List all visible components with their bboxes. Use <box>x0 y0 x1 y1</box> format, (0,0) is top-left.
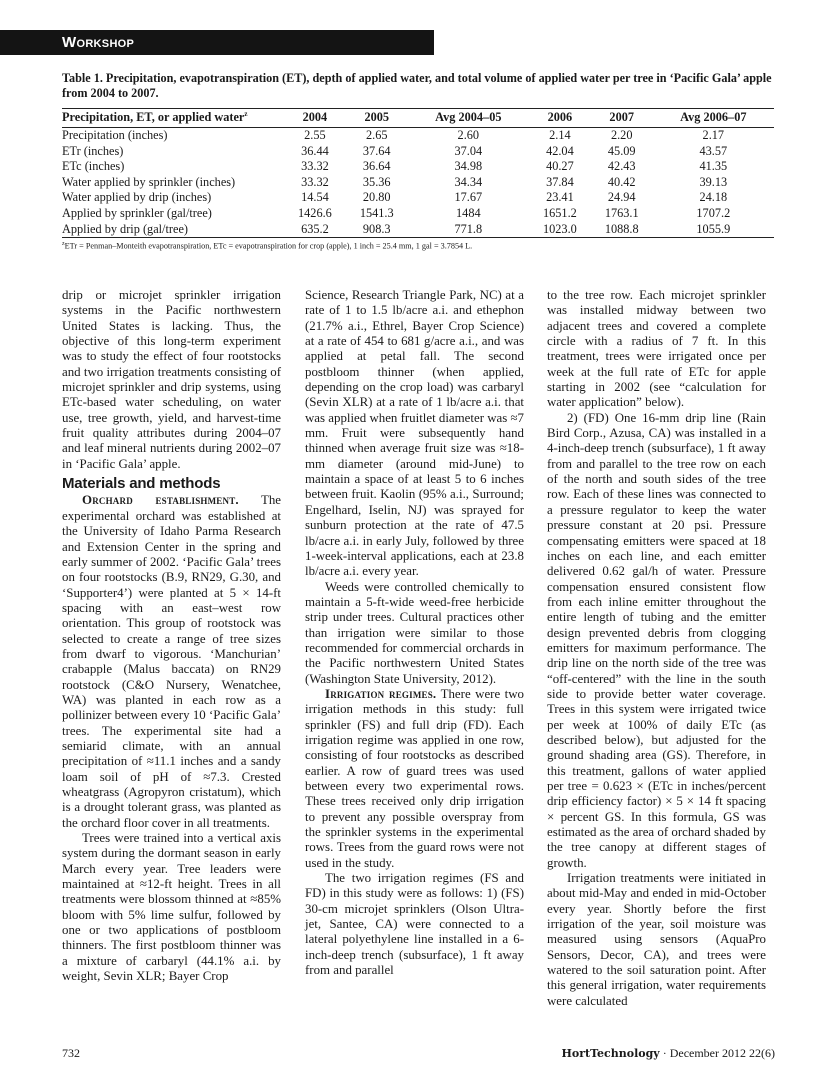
paragraph: Orchard establishment. The experimental orchard was established at the University of Idaho Parma Research and Extension Center in the spring and early summer of 2002. ‘Pacific Gala’ trees on four rootstocks (B.9, RN29, G.30, and ‘Supporter4’) were planted at 5 × 14-ft spacing with an east–west row orientation. This group of rootstock was selected to create a range of tree sizes from dwarf to vigorous. ‘Manchurian’ crabapple (Malus baccata) on RN29 rootstock (C&O Nursery, Wenatchee, WA) was planted in each row as a pollinizer between every 10 ‘Pacific Gala’ trees. The experimental site had a semiarid climate, with an annual precipitation of ≈11.1 inches and a sandy loam soil of pH of ≈7.3. Crested wheatgrass (Agropyron cristatum), which is a drought tolerant grass, was planted as the orchard floor cover in all treatments. <box>62 493 281 830</box>
row-label: Water applied by sprinkler (inches) <box>62 174 236 189</box>
paragraph: Irrigation regimes. There were two irrigation methods in this study: full sprinkler (FS) and full drip (FD). Each irrigation regime was applied in one row, consisting of four rootstocks as described earlier. A row of guard trees was used between every two experimental rows. These trees received only drip irrigation to prevent any possible overspray from the sprinkler systems in the experimental rows. Trees from the guard rows were not used in the study. <box>305 686 525 870</box>
section-heading: Materials and methods <box>62 475 221 493</box>
text-column-1 <box>62 288 281 984</box>
column-header: Avg 2004–05 <box>408 109 529 128</box>
journal-footer <box>562 1046 775 1061</box>
table-caption: Table 1. Precipitation, evapotranspiration (ET), depth of applied water, and total volume of applied water per tree in ‘Pacific Gala’ apple from 2004 to 2007. <box>62 71 772 100</box>
table-row <box>62 144 774 160</box>
section-banner <box>0 30 434 55</box>
table-cell: 1023.0 <box>529 222 591 238</box>
paragraph: to the tree row. Each microjet sprinkler was installed midway between two adjacent trees and covered a complete circle with a radius of 7 ft. In this treatment, trees were irrigated once per week at the full rate of ETc for apple starting in 2002 (see “calculation for water application” below). <box>547 288 766 410</box>
table-cell: 36.64 <box>362 159 391 174</box>
column-header: 2004 <box>284 109 346 128</box>
page-number: 732 <box>62 1046 80 1060</box>
paragraph: Irrigation treatments were initiated in about mid-May and ended in mid-October every year. Shortly before the first irrigation of the year, soil moisture was measured using sensors (AquaPro Sensors, Decor, CA), and trees were watered to the soil saturation point. After this general irrigation, water requirements were calculated <box>547 871 766 1008</box>
table-cell: 36.44 <box>301 143 329 158</box>
table-cell: 1055.9 <box>653 222 774 238</box>
run-in-heading: Orchard establishment. <box>81 493 239 508</box>
row-label: Applied by drip (gal/tree) <box>62 222 284 238</box>
table-cell: 37.04 <box>454 143 483 158</box>
table-cell: 41.35 <box>699 159 728 174</box>
table-cell: 24.18 <box>699 190 728 205</box>
table-cell: 33.32 <box>301 174 329 189</box>
table-cell: 40.27 <box>546 159 574 174</box>
table-cell: 17.67 <box>454 190 483 205</box>
table-cell: 635.2 <box>284 222 346 238</box>
text-column-3 <box>547 288 766 1009</box>
table-cell: 1707.2 <box>696 206 731 221</box>
table-cell: 1651.2 <box>542 206 577 221</box>
text-column-2 <box>305 288 524 978</box>
row-label: Water applied by drip (inches) <box>62 190 212 205</box>
table-cell: 2.14 <box>549 128 571 143</box>
paragraph: The two irrigation regimes (FS and FD) in this study were as follows: 1) (FS) 30-cm microjet sprinklers (Olson Ultra-jet, Santee, CA) were connected to a lateral polyethylene line installed in a 6-inch-deep trench (subsurface), 1 ft away from and parallel <box>305 871 524 978</box>
table-cell: 908.3 <box>346 222 408 238</box>
column-header: 2007 <box>591 109 653 128</box>
table-cell: 35.36 <box>362 174 391 189</box>
column-header: 2005 <box>346 109 408 128</box>
column-header: 2006 <box>529 109 591 128</box>
table-row <box>62 175 774 191</box>
paragraph: drip or microjet sprinkler irrigation systems in the Pacific northwestern United States is lacking. Thus, the objective of this long-term experiment was to study the effect of four rootstocks and two irrigation treatments consisting of microjet sprinkler and drip systems, using ETc-based water scheduling, on water use, tree growth, yield, and harvest-time fruit quality attributes during 2004–07 and leaf mineral nutrients during 2002–07 in ‘Pacific Gala’ apple. <box>62 288 281 471</box>
table-cell: 34.34 <box>454 174 483 189</box>
journal-issue: · December 2012 22(6) <box>659 1046 775 1060</box>
table-header-row <box>62 109 774 128</box>
table-row <box>62 222 774 238</box>
row-label: ETc (inches) <box>62 159 125 174</box>
table-cell: 42.43 <box>607 159 636 174</box>
table-cell: 33.32 <box>301 159 329 174</box>
table-cell: 1484 <box>456 206 481 221</box>
table-cell: 40.42 <box>607 174 636 189</box>
table-footnote: $^z$ETr = Penman–Monteith evapotranspiration, ETc = evapotranspiration for crop (apple), 1 inch = 25.4 mm, 1 gal = 3.7854 L. <box>62 241 473 251</box>
section-label: Workshop <box>62 34 135 51</box>
table-cell: 24.94 <box>607 190 636 205</box>
table-cell: 43.57 <box>699 143 728 158</box>
row-label: ETr (inches) <box>62 143 124 158</box>
row-label: Precipitation (inches) <box>62 128 168 143</box>
table-cell: 2.20 <box>610 128 633 143</box>
table-row <box>62 190 774 206</box>
column-header: Precipitation, ET, or applied water$^z$ <box>62 109 284 128</box>
paragraph: Science, Research Triangle Park, NC) at a rate of 1 to 1.5 lb/acre a.i. and ethephon (21.7% a.i., Ethrel, Bayer Crop Science) at a rate of 454 to 681 g/acre a.i., and was applied at petal fall. The second postbloom thinner (when applied, depending on the crop load) was carbaryl (Sevin XLR) at a rate of 1 lb/acre a.i. that was applied when fruitlet diameter was ≈7 mm. Fruit were subsequently hand thinned when average fruit size was ≈18-mm diameter (around mid-June) to maintain a space of at least 5 to 6 inches between fruit. Kaolin (95% a.i., Surround; Engelhard, Iselin, NJ) was sprayed for sunburn protection at the rate of 47.5 lb/acre a.i. in early July, followed by three 1-week-interval applications, each at 23.8 lb/acre a.i. every year. <box>305 288 524 579</box>
table-cell: 45.09 <box>607 143 636 158</box>
table-cell: 2.17 <box>702 128 725 143</box>
journal-name: HortTechnology <box>561 1047 660 1060</box>
paragraph: Trees were trained into a vertical axis system during the dormant season in early March every year. Tree leaders were maintained at ≈12-ft height. Trees in all treatments were blossom thinned at ≈85% bloom with 5% lime sulfur, followed by one or two applications of postbloom thinners. The first postbloom thinner was a mixture of carbaryl (44.1% a.i. by weight, Sevin XLR; Bayer Crop <box>62 831 281 984</box>
table-cell: 37.64 <box>362 143 391 158</box>
table-cell: 34.98 <box>454 159 483 174</box>
table-cell: 1763.1 <box>604 206 639 221</box>
table-cell: 1426.6 <box>298 206 332 221</box>
paragraph: 2) (FD) One 16-mm drip line (Rain Bird Corp., Azusa, CA) was installed in a 4-inch-deep trench (subsurface), 1 ft away from and parallel to the tree row on each of the north and south sides of the tree row. Each of these lines was connected to a pressure regulator to keep the water pressure constant at 20 psi. Pressure compensating emitters were spaced at 18 inches on each line, and each emitter delivered 0.62 gal/h of water. Pressure compensation ensured consistent flow from each inline emitter throughout the entire length of tubing and the emitter design prevented debris from clogging emitters for maximum performance. The drip line on the north side of the tree was “off-centered” with the line in the south side to provide better water coverage. Trees in this system were irrigated twice per week at 100% of daily ETc (as described below), but adjusted for the ground shading area (GS). Therefore, in this treatment, gallons of water applied per tree = 0.623 × (ETc in inches/percent drip efficiency factor) × 5 × 14 ft spacing × percent GS. In this formula, GS was estimated as the area of orchard shaded by the tree canopy at different stages of growth. <box>547 410 766 870</box>
table-cell: 2.55 <box>304 128 326 143</box>
column-header: Avg 2006–07 <box>653 109 774 128</box>
paragraph: Weeds were controlled chemically to maintain a 5-ft-wide weed-free herbicide strip under trees. Cultural practices other than irrigation were similar to those recommended for commercial orchards in the Pacific northwestern United States (Washington State University, 2012). <box>305 579 524 686</box>
table-row <box>62 159 774 175</box>
table-cell: 771.8 <box>408 222 529 238</box>
table-cell: 14.54 <box>301 190 329 205</box>
table-row <box>62 128 774 144</box>
table-row <box>62 206 774 222</box>
table-cell: 39.13 <box>699 174 728 189</box>
run-in-heading: Irrigation regimes. <box>324 686 437 701</box>
table-cell: 2.65 <box>365 128 388 143</box>
table-cell: 1541.3 <box>359 206 394 221</box>
table-cell: 2.60 <box>457 128 480 143</box>
table-cell: 42.04 <box>546 143 574 158</box>
row-label: Applied by sprinkler (gal/tree) <box>62 206 212 221</box>
table-cell: 37.84 <box>546 174 574 189</box>
data-table <box>62 108 774 238</box>
table-cell: 20.80 <box>362 190 391 205</box>
table-cell: 1088.8 <box>591 222 653 238</box>
table-cell: 23.41 <box>546 190 574 205</box>
